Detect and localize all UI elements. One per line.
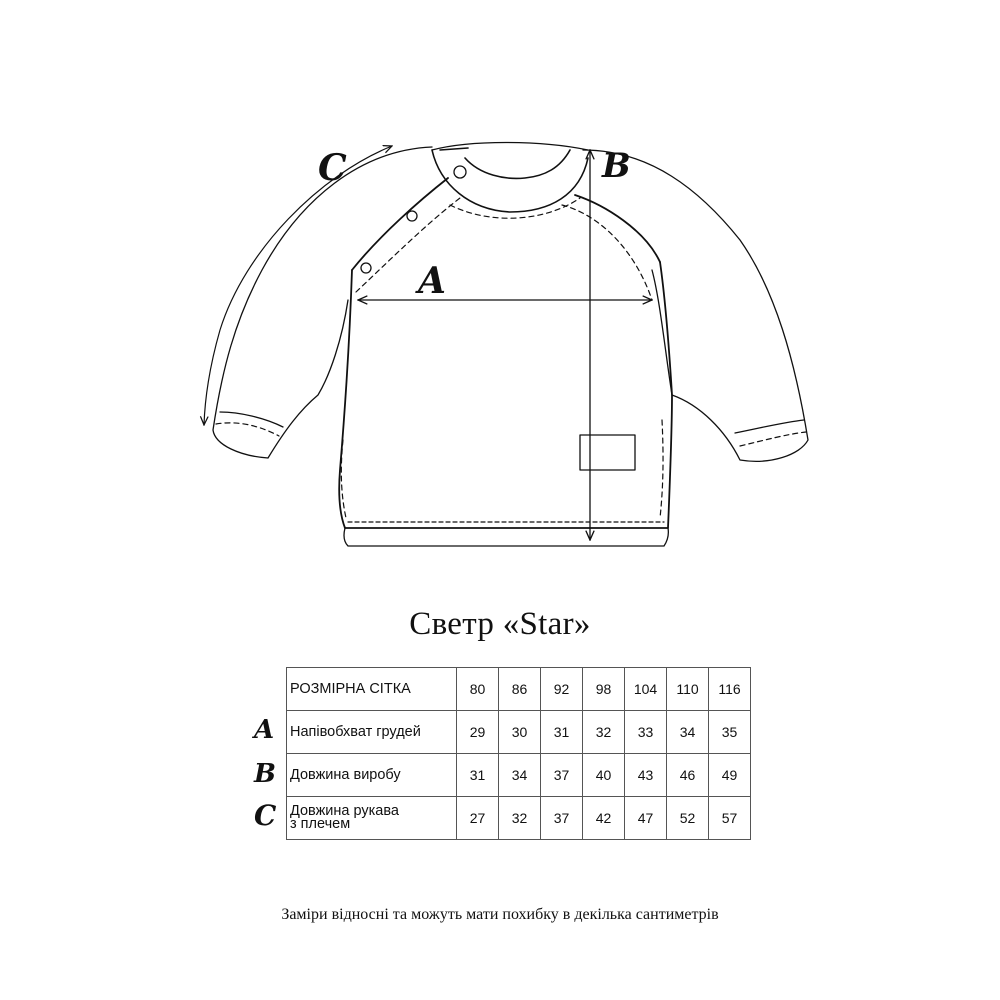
table-cell: 43 [625, 754, 667, 797]
table-cell: 32 [583, 711, 625, 754]
body-outline [339, 262, 672, 528]
table-header-row [287, 668, 751, 711]
left-side-stitch [341, 440, 346, 518]
left-cuff-stitch [216, 423, 279, 436]
size-col-header: 104 [625, 668, 667, 711]
left-sleeve-outline [213, 147, 432, 458]
row-label-sleeve [287, 797, 457, 840]
measure-b-label: B [602, 146, 631, 186]
table-cell: 34 [499, 754, 541, 797]
table-cell: 47 [625, 797, 667, 840]
table-cell: 40 [583, 754, 625, 797]
snap-button [407, 211, 417, 221]
row-label-sleeve-line2: з плечем [290, 816, 351, 832]
measure-c-label: C [318, 147, 347, 189]
right-cuff-stitch [740, 432, 806, 446]
table-cell: 30 [499, 711, 541, 754]
table-row [287, 711, 751, 754]
measure-a-label: A [418, 260, 446, 302]
table-cell: 27 [457, 797, 499, 840]
table-cell: 35 [709, 711, 751, 754]
snap-button [361, 263, 371, 273]
hem-band [344, 528, 668, 546]
table-cell: 31 [541, 711, 583, 754]
size-chart-table [286, 667, 751, 840]
product-title: Светр «Star» [409, 606, 591, 642]
right-raglan-stitch [562, 205, 652, 300]
size-col-header: 110 [667, 668, 709, 711]
table-cell: 49 [709, 754, 751, 797]
table-row [287, 797, 751, 840]
table-row [287, 754, 751, 797]
size-col-header: 92 [541, 668, 583, 711]
measure-c-arrow [204, 146, 392, 425]
right-raglan-seam [575, 195, 660, 262]
svg-text:A: A [254, 715, 275, 745]
right-cuff [735, 420, 804, 433]
table-cell: 31 [457, 754, 499, 797]
table-cell: 29 [457, 711, 499, 754]
table-cell: 57 [709, 797, 751, 840]
table-cell: 34 [667, 711, 709, 754]
shoulder-placket [440, 148, 468, 150]
neckline-inner [465, 150, 570, 178]
right-side-stitch [660, 420, 663, 518]
row-letter-a [248, 709, 282, 751]
table-cell: 52 [667, 797, 709, 840]
svg-text:B: B [254, 759, 276, 789]
row-label-chest: Напівобхват грудей [287, 711, 457, 754]
size-col-header: 98 [583, 668, 625, 711]
measurement-note: Заміри відносні та можуть мати похибку в декілька сантиметрів [281, 906, 719, 923]
table-cell: 37 [541, 754, 583, 797]
snap-button [454, 166, 466, 178]
size-col-header: 80 [457, 668, 499, 711]
label-patch [580, 435, 635, 470]
row-label-sleeve-line1: Довжина рукава [290, 803, 399, 819]
table-cell: 46 [667, 754, 709, 797]
row-letter-b [248, 751, 282, 793]
size-col-header: 116 [709, 668, 751, 711]
left-cuff [220, 412, 283, 427]
left-raglan-seam [352, 178, 448, 270]
size-col-header: 86 [499, 668, 541, 711]
row-label-length: Довжина виробу [287, 754, 457, 797]
right-sleeve-outline [583, 150, 808, 461]
table-cell: 37 [541, 797, 583, 840]
size-chart-header: РОЗМІРНА СІТКА [287, 668, 457, 711]
table-cell: 42 [583, 797, 625, 840]
svg-text:C: C [254, 799, 277, 832]
row-letter-c [248, 794, 282, 836]
table-cell: 32 [499, 797, 541, 840]
table-cell: 33 [625, 711, 667, 754]
